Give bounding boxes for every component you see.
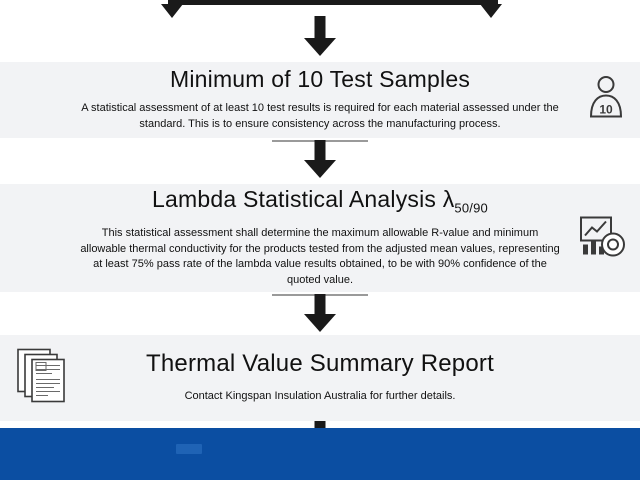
footer-brand-band <box>0 428 640 480</box>
step-card-summary-report <box>0 335 640 421</box>
svg-text:10: 10 <box>599 102 613 117</box>
step-body-lambda-analysis: This statistical assessment shall determine the maximum allowable R-value and minimum allowable thermal conductivity for the products tested from the adjusted mean values, representing at least 75% pass rate of the lambda value results obtained, to be with 90% confidence of the quoted value. <box>80 226 560 287</box>
person-10-icon <box>586 75 626 126</box>
step-body-min-samples: A statistical assessment of at least 10 test results is required for each material assessed under the standard. This is to ensure consistency across the manufacturing process. <box>81 102 559 131</box>
step-title-lambda-subscript: 50/90 <box>454 200 488 216</box>
step-body-summary-report: Contact Kingspan Insulation Australia for further details. <box>184 390 456 403</box>
connector-1-stem <box>315 140 326 160</box>
arrow-down-icon <box>304 314 336 332</box>
connector-top <box>0 16 640 56</box>
step-title-lambda-text: Lambda Statistical Analysis λ <box>152 185 455 212</box>
chart-analysis-icon <box>578 212 626 265</box>
footer-logo-mark-icon <box>176 444 202 454</box>
connector-2 <box>0 292 640 336</box>
connector-1 <box>0 138 640 182</box>
step-card-lambda-analysis <box>0 184 640 292</box>
connector-top-stem <box>315 16 326 38</box>
step-title-lambda-analysis <box>152 187 488 216</box>
inbound-horizontal-bar <box>168 0 498 5</box>
arrow-down-icon <box>304 38 336 56</box>
arrow-down-icon <box>304 160 336 178</box>
step-title-min-samples: Minimum of 10 Test Samples <box>169 65 471 92</box>
connector-2-stem <box>315 294 326 314</box>
documents-icon <box>14 346 70 411</box>
step-card-min-samples <box>0 62 640 138</box>
step-title-summary-report: Thermal Value Summary Report <box>146 349 494 377</box>
